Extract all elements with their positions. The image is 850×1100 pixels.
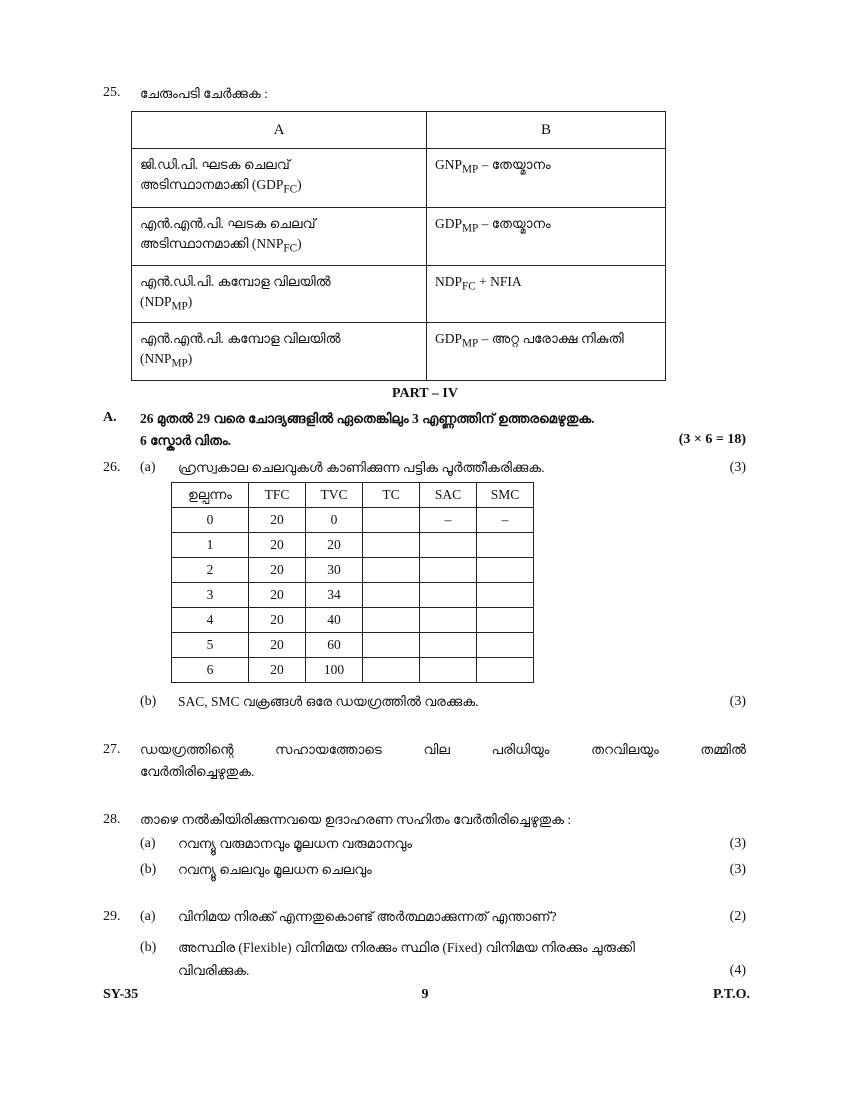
match-row [132, 208, 666, 266]
cost-table [171, 482, 534, 683]
q27-line1 [140, 739, 746, 761]
pto-label: P.T.O. [713, 987, 750, 1002]
cell-tvc: 0 [306, 508, 363, 533]
cell-sac [420, 658, 477, 683]
q29a-label: (a) [140, 909, 156, 924]
q27-word: പരിധിയും [491, 742, 550, 757]
section-instruction: 26 മുതൽ 29 വരെ ചോദ്യങ്ങളിൽ ഏതെങ്കിലും 3 എണ്ണത്തിന് ഉത്തരമെഴുതുക. [140, 411, 595, 426]
q27-word: സഹായത്തോടെ [275, 742, 382, 757]
header-output: ഉല്പന്നം [172, 483, 249, 508]
header-smc: SMC [477, 483, 534, 508]
table-row [172, 558, 534, 583]
cell-sac [420, 533, 477, 558]
cell-tfc: 20 [249, 558, 306, 583]
cell-tc [363, 633, 420, 658]
q29-number: 29. [103, 909, 121, 924]
match-a-cell: എൻ.ഡി.പി. കമ്പോള വിലയിൽ $(NDP_{MP})$ [132, 265, 427, 323]
table-row [172, 658, 534, 683]
cell-sac [420, 558, 477, 583]
cell-tvc: 40 [306, 608, 363, 633]
match-b-cell: $GDP_{MP}$ – അറ്റ പരോക്ഷ നികുതി [427, 323, 666, 381]
q26a-label: (a) [140, 460, 156, 475]
cell-output: 3 [172, 583, 249, 608]
q29b-text-line1: അസ്ഥിര (Flexible) വിനിമയ നിരക്കും സ്ഥിര (Fixed) വിനിമയ നിരക്കും ചുരുക്കി [178, 940, 635, 955]
q26a-marks: (3) [729, 460, 746, 475]
cell-smc: – [477, 508, 534, 533]
q29b-label: (b) [140, 940, 157, 955]
cell-output: 0 [172, 508, 249, 533]
cell-smc [477, 558, 534, 583]
q28b-text: റവന്യൂ ചെലവും മൂലധന ചെലവും [178, 862, 372, 877]
q27-word: വില [423, 742, 450, 757]
cell-output: 4 [172, 608, 249, 633]
cost-header-row [172, 483, 534, 508]
cell-tvc: 30 [306, 558, 363, 583]
table-row [172, 583, 534, 608]
cell-tfc: 20 [249, 658, 306, 683]
match-b-cell: $GNP_{MP}$ – തേയ്മാനം [427, 149, 666, 208]
cell-sac: – [420, 508, 477, 533]
section-score: 6 സ്കോർ വിതം. [140, 433, 232, 448]
cell-tfc: 20 [249, 583, 306, 608]
header-sac: SAC [420, 483, 477, 508]
cell-sac [420, 583, 477, 608]
table-row [172, 533, 534, 558]
cell-tvc: 60 [306, 633, 363, 658]
cell-sac [420, 608, 477, 633]
cell-output: 1 [172, 533, 249, 558]
cell-smc [477, 608, 534, 633]
q26b-marks: (3) [729, 694, 746, 709]
cell-tfc: 20 [249, 608, 306, 633]
q26b-label: (b) [140, 694, 157, 709]
cell-tvc: 20 [306, 533, 363, 558]
cell-tfc: 20 [249, 533, 306, 558]
q29a-text: വിനിമയ നിരക്ക് എന്നതുകൊണ്ട് അർത്ഥമാക്കുന്നത് എന്താണ്? [178, 909, 557, 924]
cell-output: 2 [172, 558, 249, 583]
match-a-cell: എൻ.എൻ.പി. കമ്പോള വിലയിൽ $(NNP_{MP})$ [132, 323, 427, 381]
match-row [132, 149, 666, 208]
q25-match-table [131, 111, 666, 381]
cell-smc [477, 633, 534, 658]
cell-sac [420, 633, 477, 658]
q25-instruction: ചേരുംപടി ചേർക്കുക : [140, 86, 268, 101]
cell-tc [363, 533, 420, 558]
table-row [172, 508, 534, 533]
cell-tc [363, 658, 420, 683]
q29b-marks: (4) [729, 963, 746, 978]
table-row [172, 608, 534, 633]
q26-number: 26. [103, 460, 121, 475]
q28a-text: റവന്യൂ വരുമാനവും മൂലധന വരുമാനവും [178, 836, 412, 851]
q28-text: താഴെ നൽകിയിരിക്കുന്നവയെ ഉദാഹരണ സഹിതം വേർതിരിച്ചെഴുതുക : [140, 812, 572, 827]
cell-tfc: 20 [249, 633, 306, 658]
match-row [132, 323, 666, 381]
q27-word: തമ്മിൽ [700, 742, 746, 757]
q29b-text-line2: വിവരിക്കുക. [178, 963, 250, 978]
q27-number: 27. [103, 742, 121, 757]
cell-tc [363, 583, 420, 608]
q25-number: 25. [103, 85, 121, 100]
q27-line2: വേർതിരിച്ചെഴുതുക. [140, 764, 255, 779]
cell-tc [363, 508, 420, 533]
q29a-marks: (2) [729, 909, 746, 924]
table-row [172, 633, 534, 658]
cell-tvc: 100 [306, 658, 363, 683]
section-letter: A. [103, 410, 117, 425]
cell-smc [477, 583, 534, 608]
q27-word: തറവിലയും [591, 742, 659, 757]
section-marks: (3 × 6 = 18) [678, 432, 746, 447]
q27-word: ഡയഗ്രത്തിന്റെ [140, 742, 234, 757]
header-tc: TC [363, 483, 420, 508]
q28-number: 28. [103, 812, 121, 827]
cell-smc [477, 658, 534, 683]
cell-tc [363, 558, 420, 583]
q28b-marks: (3) [729, 862, 746, 877]
q28a-label: (a) [140, 836, 156, 851]
page-number: 9 [421, 987, 429, 1002]
cell-output: 6 [172, 658, 249, 683]
cell-smc [477, 533, 534, 558]
match-row [132, 265, 666, 323]
part-heading: PART – IV [392, 386, 458, 401]
match-a-cell: എൻ.എൻ.പി. ഘടക ചെലവ് അടിസ്ഥാനമാക്കി $(NNP_{FC})$ [132, 208, 427, 266]
cell-tvc: 34 [306, 583, 363, 608]
match-a-cell: ജി.ഡി.പി. ഘടക ചെലവ് അടിസ്ഥാനമാക്കി $(GDP_{FC})$ [132, 149, 427, 208]
cell-tc [363, 608, 420, 633]
header-tfc: TFC [249, 483, 306, 508]
col-b-header: B [427, 112, 666, 149]
footer-code: SY-35 [103, 987, 139, 1002]
q28b-label: (b) [140, 862, 157, 877]
match-b-cell: $NDP_{FC}$ + NFIA [427, 265, 666, 323]
q28a-marks: (3) [729, 836, 746, 851]
header-tvc: TVC [306, 483, 363, 508]
cell-tfc: 20 [249, 508, 306, 533]
q26a-text: ഹ്രസ്വകാല ചെലവുകൾ കാണിക്കുന്ന പട്ടിക പൂർത്തീകരിക്കുക. [178, 460, 545, 475]
match-b-cell: $GDP_{MP}$ – തേയ്മാനം [427, 208, 666, 266]
cell-output: 5 [172, 633, 249, 658]
col-a-header: A [132, 112, 427, 149]
q26b-text: SAC, SMC വക്രങ്ങൾ ഒരേ ഡയഗ്രത്തിൽ വരക്കുക. [178, 694, 479, 709]
